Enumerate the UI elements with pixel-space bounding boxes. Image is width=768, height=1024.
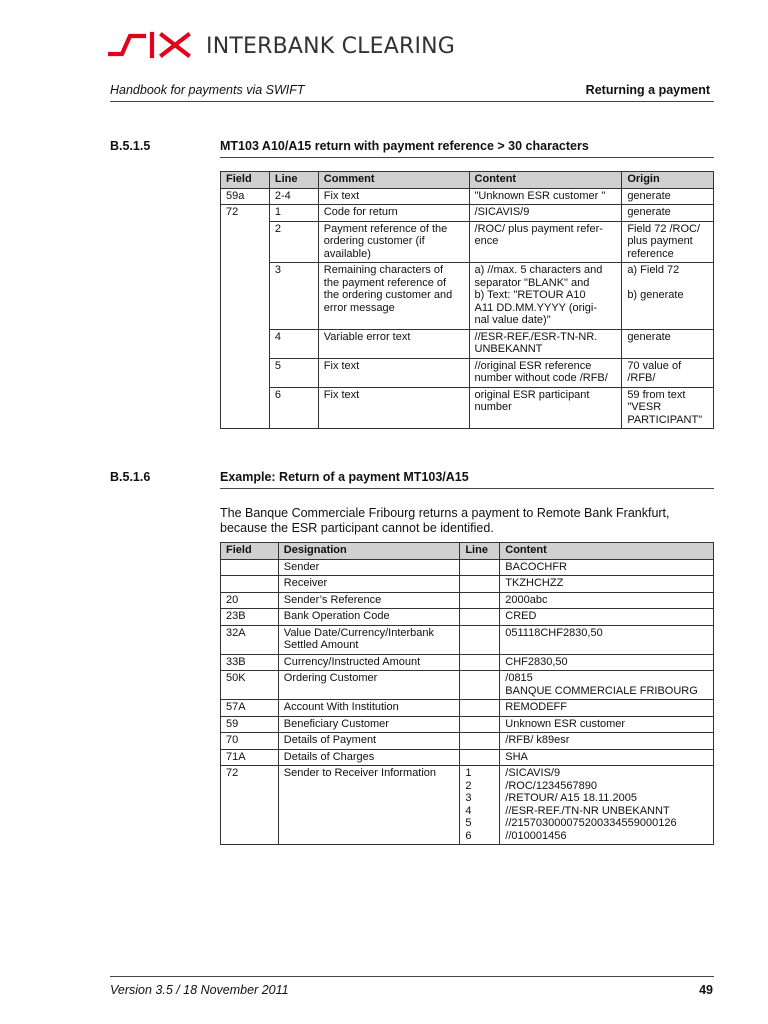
chapter-title: Returning a payment [585,83,710,97]
cell-content: //ESR-REF./ESR-TN-NR. UNBEKANNT [469,329,622,358]
cell-origin: generate [622,205,714,222]
cell-content: CHF2830,50 [500,654,714,671]
cell-field: 20 [221,592,279,609]
cell-content: /0815 BANQUE COMMERCIALE FRIBOURG [500,671,714,700]
cell-designation: Sender’s Reference [278,592,460,609]
cell-content: Unknown ESR customer [500,716,714,733]
cell-line [460,625,500,654]
table-header-row [221,172,714,189]
cell-line [460,716,500,733]
cell-field: 70 [221,733,279,750]
cell-origin: 59 from text "VESR PARTICIPANT" [622,387,714,429]
column-header: Line [460,543,500,560]
handbook-title: Handbook for payments via SWIFT [110,83,305,97]
example-message-table [220,542,714,845]
cell-line: 5 [269,358,318,387]
cell-line: 2-4 [269,188,318,205]
cell-designation: Currency/Instructed Amount [278,654,460,671]
table-row [221,749,714,766]
header-rule [110,101,714,102]
table-row [221,559,714,576]
cell-designation: Beneficiary Customer [278,716,460,733]
cell-line [460,559,500,576]
cell-line [460,700,500,717]
cell-line: 1 [269,205,318,222]
cell-content: CRED [500,609,714,626]
section-rule [220,157,714,158]
table-row [221,592,714,609]
table-row [221,700,714,717]
cell-comment: Code for return [318,205,469,222]
cell-content: SHA [500,749,714,766]
six-logo-icon [108,30,200,60]
footer-rule [110,976,714,977]
page-number: 49 [699,983,713,997]
cell-line [460,671,500,700]
six-logo [108,30,455,60]
cell-designation: Sender [278,559,460,576]
cell-field: 71A [221,749,279,766]
cell-comment: Payment reference of the ordering customer (if available) [318,221,469,263]
cell-designation: Receiver [278,576,460,593]
cell-content: "Unknown ESR customer " [469,188,622,205]
section-number: B.5.1.5 [110,139,151,153]
cell-designation: Account With Institution [278,700,460,717]
table-row [221,387,714,429]
table-row [221,671,714,700]
table-header-row [221,543,714,560]
cell-line [460,654,500,671]
cell-field: 57A [221,700,279,717]
cell-content: 2000abc [500,592,714,609]
cell-line: 1 2 3 4 5 6 [460,766,500,845]
table-row [221,188,714,205]
cell-field [221,559,279,576]
cell-designation: Value Date/Currency/Interbank Settled Amount [278,625,460,654]
table-row [221,654,714,671]
cell-content: /SICAVIS/9 [469,205,622,222]
cell-comment: Fix text [318,358,469,387]
cell-field: 32A [221,625,279,654]
example-paragraph: The Banque Commerciale Fribourg returns a payment to Remote Bank Frankfurt, because the ESR participant cannot be identified. [220,506,670,535]
cell-line: 4 [269,329,318,358]
table-row [221,609,714,626]
cell-line: 6 [269,387,318,429]
cell-content: 051118CHF2830,50 [500,625,714,654]
cell-content: /SICAVIS/9 /ROC/1234567890 /RETOUR/ A15 18.11.2005 //ESR-REF./TN-NR UNBEKANNT //215703000075200334559000126 //010001456 [500,766,714,845]
column-header: Field [221,172,270,189]
cell-content: /RFB/ k89esr [500,733,714,750]
cell-origin: Field 72 /ROC/ plus payment reference [622,221,714,263]
cell-content: REMODEFF [500,700,714,717]
cell-field: 72 [221,766,279,845]
cell-field: 33B [221,654,279,671]
column-header: Comment [318,172,469,189]
cell-origin: 70 value of /RFB/ [622,358,714,387]
column-header: Line [269,172,318,189]
version-text: Version 3.5 / 18 November 2011 [110,983,289,997]
cell-comment: Fix text [318,188,469,205]
table-row [221,716,714,733]
cell-content: a) //max. 5 characters and separator "BLANK" and b) Text: "RETOUR A10 A11 DD.MM.YYYY (origi- nal value date)" [469,263,622,330]
table-row [221,358,714,387]
table-row [221,205,714,222]
table-row [221,263,714,330]
cell-line [460,576,500,593]
cell-line [460,609,500,626]
cell-designation: Details of Payment [278,733,460,750]
cell-designation: Bank Operation Code [278,609,460,626]
cell-field [221,576,279,593]
column-header: Field [221,543,279,560]
brand-name: INTERBANK CLEARING [206,33,456,59]
column-header: Origin [622,172,714,189]
cell-field: 59 [221,716,279,733]
cell-origin: a) Field 72 b) generate [622,263,714,330]
cell-content: /ROC/ plus payment refer- ence [469,221,622,263]
cell-comment: Fix text [318,387,469,429]
cell-line: 3 [269,263,318,330]
table-row [221,576,714,593]
table-row [221,766,714,845]
cell-origin: generate [622,188,714,205]
cell-content: original ESR participant number [469,387,622,429]
column-header: Content [500,543,714,560]
cell-content: //original ESR reference number without code /RFB/ [469,358,622,387]
cell-designation: Details of Charges [278,749,460,766]
cell-content: TKZHCHZZ [500,576,714,593]
cell-line: 2 [269,221,318,263]
table-row [221,221,714,263]
cell-designation: Ordering Customer [278,671,460,700]
table-row [221,329,714,358]
cell-line [460,749,500,766]
section-number: B.5.1.6 [110,470,151,484]
section-title: Example: Return of a payment MT103/A15 [220,470,469,484]
cell-field: 23B [221,609,279,626]
cell-comment: Variable error text [318,329,469,358]
column-header: Designation [278,543,460,560]
cell-content: BACOCHFR [500,559,714,576]
cell-line [460,733,500,750]
cell-designation: Sender to Receiver Information [278,766,460,845]
column-header: Content [469,172,622,189]
cell-origin: generate [622,329,714,358]
cell-field: 72 [221,205,270,429]
section-title: MT103 A10/A15 return with payment reference > 30 characters [220,139,589,153]
section-rule [220,488,714,489]
cell-field: 59a [221,188,270,205]
table-row [221,625,714,654]
cell-line [460,592,500,609]
table-row [221,733,714,750]
cell-field: 50K [221,671,279,700]
return-fields-table [220,171,714,429]
cell-comment: Remaining characters of the payment reference of the ordering customer and error message [318,263,469,330]
